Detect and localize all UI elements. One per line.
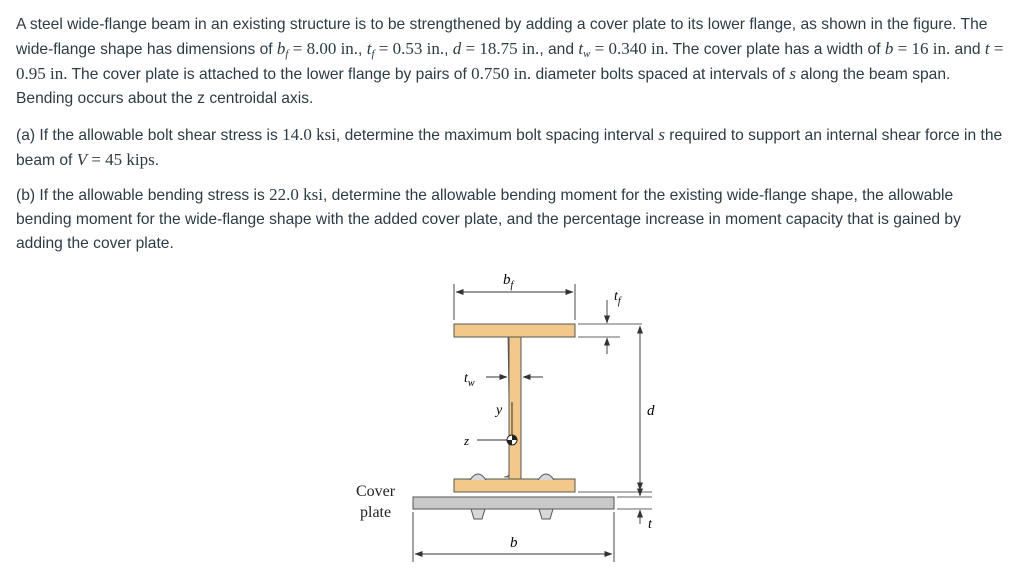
part-b-text-2: , determine the allowable bending moment for the existing wide-flange shape, the allowable bending moment for the wide-flange shape with the added cover plate, and the percentage increase in moment capacity that is gained by adding the cover plate. xyxy=(16,187,961,252)
cover-plate-label-line1: Cover xyxy=(356,483,396,500)
intro-text-4: , and xyxy=(539,41,579,58)
cover-plate xyxy=(413,497,614,509)
bf-label xyxy=(503,272,515,291)
bolt-head-left xyxy=(470,474,486,480)
intro-text-1: A steel wide-flange beam in an existing structure is to be strengthened by adding a cover plate to its lower flange, as shown in the figure. The wide-flange shape has dimensions of xyxy=(16,16,988,58)
tw-subscript: w xyxy=(583,48,591,60)
intro-text-2: , xyxy=(358,41,367,58)
bf-symbol: b xyxy=(276,39,286,58)
tw-label xyxy=(464,371,475,389)
intro-text-7: The cover plate is attached to the lower flange by pairs of xyxy=(67,66,472,83)
tw-label-symbol: t xyxy=(464,371,468,386)
t-label: t xyxy=(648,517,652,532)
bf-label-subscript: f xyxy=(510,280,514,291)
t-value: = 0.95 in. xyxy=(16,39,1004,83)
tf-symbol: t xyxy=(366,39,372,58)
part-b-text-1: (b) If the allowable bending stress is xyxy=(16,187,270,204)
d-symbol: d xyxy=(452,39,462,58)
part-a xyxy=(16,123,1011,173)
beam-cross-section-figure xyxy=(340,262,670,580)
tf-label-symbol: t xyxy=(614,289,618,304)
problem-intro xyxy=(16,13,1011,111)
bolt-nut-right xyxy=(539,509,553,519)
bf-expression xyxy=(277,39,358,58)
bf-label-symbol: b xyxy=(503,272,511,288)
cover-plate-label-line2: plate xyxy=(360,504,392,521)
bottom-flange xyxy=(454,479,575,492)
intro-text-8: diameter bolts spaced at intervals of xyxy=(531,66,790,83)
bf-value: = 8.00 in. xyxy=(288,39,359,58)
t-symbol: t xyxy=(984,39,990,58)
bolt-diameter-value: 0.750 in. xyxy=(471,64,532,83)
bolt-head-right xyxy=(538,474,554,480)
b-value: = 16 in. xyxy=(893,39,951,58)
intro-text-9: along the beam span. Bending occurs about the z centroidal axis. xyxy=(16,66,951,107)
z-axis-label: z xyxy=(464,433,470,448)
shear-force-expression xyxy=(77,150,155,169)
V-symbol: V xyxy=(76,150,88,169)
tw-expression xyxy=(578,39,668,58)
d-expression xyxy=(453,39,540,58)
part-a-text-2: , determine the maximum bolt spacing interval xyxy=(335,127,659,144)
s-symbol: s xyxy=(658,125,665,144)
tf-label xyxy=(614,289,622,307)
bolt-stress-value: 14.0 ksi xyxy=(282,125,336,144)
intro-text-3: , xyxy=(444,41,453,58)
bf-subscript: f xyxy=(285,48,289,60)
part-a-text-4: . xyxy=(154,152,160,169)
V-value: = 45 kips xyxy=(87,150,155,169)
intro-text-5: The cover plate has a width of xyxy=(668,41,885,58)
part-a-text-1: (a) If the allowable bolt shear stress is xyxy=(16,127,283,144)
d-label: d xyxy=(647,403,655,419)
tf-expression xyxy=(367,39,444,58)
part-b xyxy=(16,183,1011,256)
beam-cross-section-svg xyxy=(340,262,670,580)
bolt-nut-left xyxy=(471,509,485,519)
b-label: b xyxy=(510,535,518,551)
tf-label-subscript: f xyxy=(617,296,621,307)
top-flange xyxy=(454,324,575,337)
tw-value: = 0.340 in. xyxy=(590,39,669,58)
web-body xyxy=(509,337,521,479)
b-expression xyxy=(885,39,950,58)
tf-value: = 0.53 in. xyxy=(374,39,445,58)
tw-label-subscript: w xyxy=(467,378,475,389)
y-axis-label: y xyxy=(496,403,503,418)
tf-subscript: f xyxy=(371,48,375,60)
intro-text-6: and xyxy=(950,41,985,58)
s-symbol: s xyxy=(789,64,797,83)
tw-symbol: t xyxy=(578,39,584,58)
bending-stress-value: 22.0 ksi xyxy=(269,185,323,204)
d-value: = 18.75 in. xyxy=(461,39,540,58)
part-a-text-3: required to support an internal shear force in the beam of xyxy=(16,127,1003,169)
b-symbol: b xyxy=(884,39,894,58)
